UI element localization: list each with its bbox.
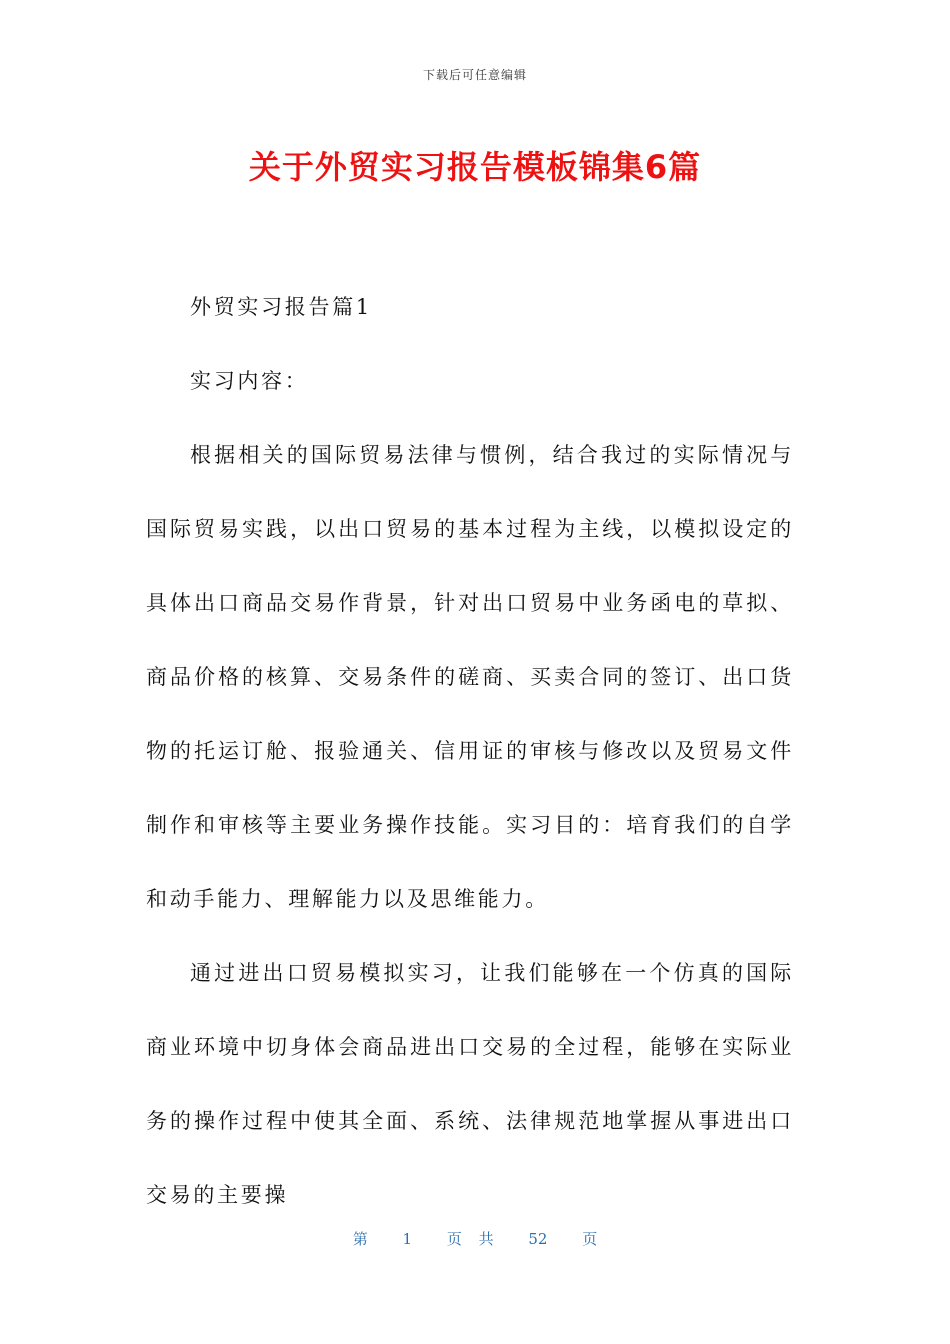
document-body xyxy=(146,270,794,1232)
footer-middle: 页 共 xyxy=(446,1230,494,1248)
page-footer xyxy=(0,1228,950,1249)
footer-suffix: 页 xyxy=(582,1230,598,1248)
paragraph-label: 实习内容： xyxy=(190,369,309,393)
body-paragraph: 根据相关的国际贸易法律与惯例，结合我过的实际情况与国际贸易实践，以出口贸易的基本过程为主线，以模拟设定的具体出口商品交易作背景，针对出口贸易中业务函电的草拟、商品价格的核算、交易条件的磋商、买卖合同的签订、出口货物的托运订舱、报验通关、信用证的审核与修改以及贸易文件制作和审核等主要业务操作技能。实习目的：培育我们的自学和动手能力、理解能力以及思维能力。 xyxy=(146,443,794,911)
page-header-note: 下载后可任意编辑 xyxy=(422,68,527,82)
footer-current-page: 1 xyxy=(402,1230,413,1248)
footer-total-pages: 52 xyxy=(528,1230,548,1248)
body-paragraph: 通过进出口贸易模拟实习，让我们能够在一个仿真的国际商业环境中切身体会商品进出口交易的全过程，能够在实际业务的操作过程中使其全面、系统、法律规范地掌握从事进出口交易的主要操 xyxy=(146,961,794,1207)
section-heading: 外贸实习报告篇1 xyxy=(190,295,372,319)
document-title: 关于外贸实习报告模板锦集6篇 xyxy=(248,148,702,186)
footer-prefix: 第 xyxy=(352,1230,368,1248)
